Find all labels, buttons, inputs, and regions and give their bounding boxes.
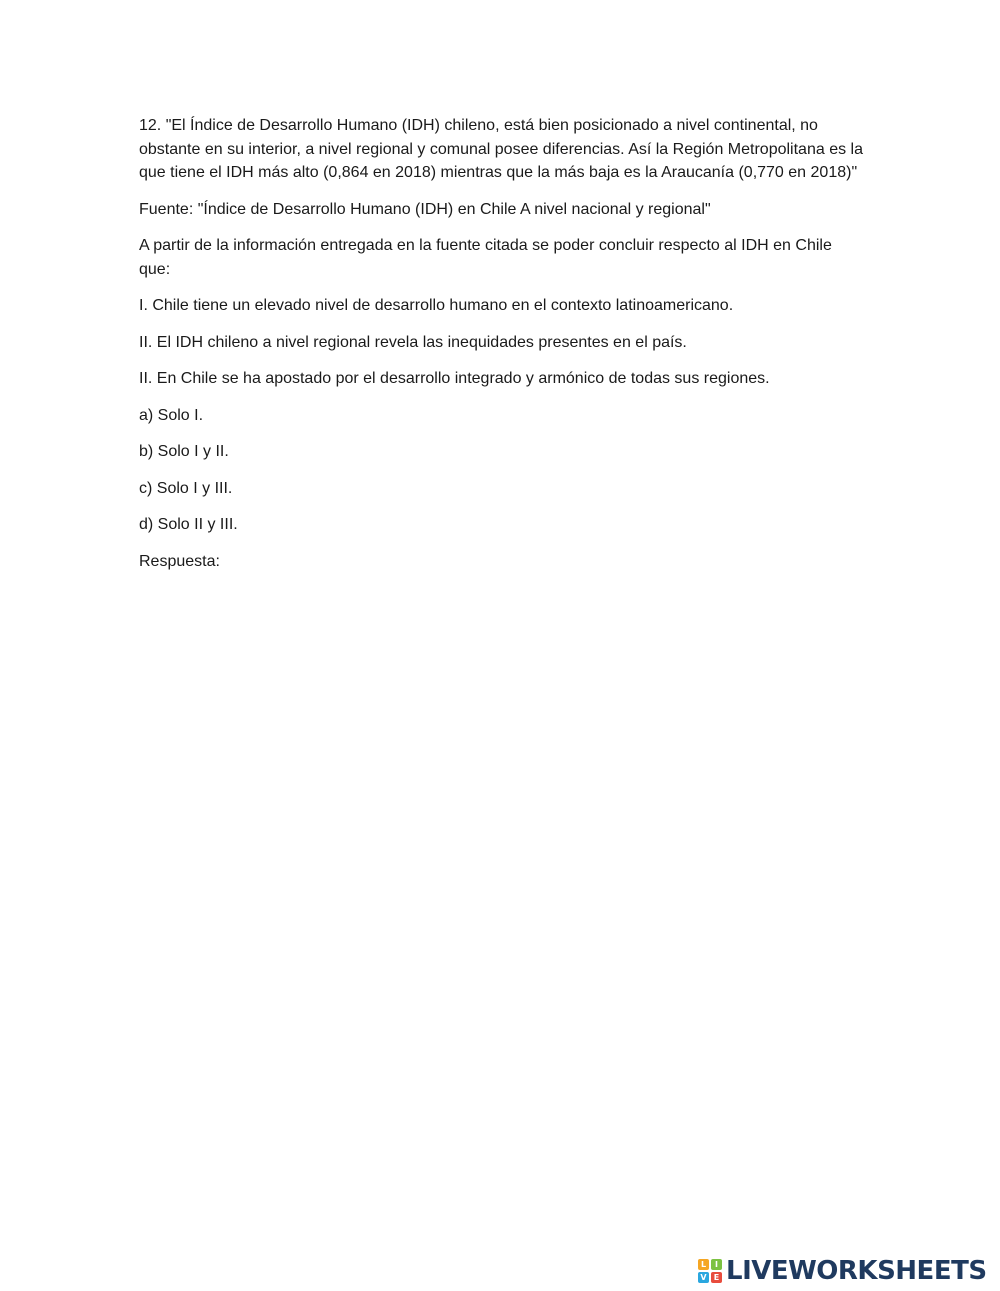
logo-text: LIVEWORKSHEETS xyxy=(726,1256,987,1286)
option-a: a) Solo I. xyxy=(139,406,204,424)
liveworksheets-logo-icon xyxy=(698,1259,722,1283)
option-b: b) Solo I y II. xyxy=(139,443,229,460)
logo-letter-v: V xyxy=(698,1272,709,1283)
option-c: c) Solo I y III. xyxy=(139,479,233,497)
logo-letter-l: L xyxy=(698,1259,709,1270)
option-d: d) Solo II y III. xyxy=(139,516,238,533)
question-source: Fuente: "Índice de Desarrollo Humano (IDH) en Chile A nivel nacional y regional" xyxy=(139,200,711,218)
statement-1: I. Chile tiene un elevado nivel de desarrollo humano en el contexto latinoamericano. xyxy=(139,297,734,314)
logo-letter-i: I xyxy=(711,1259,722,1270)
answer-label: Respuesta: xyxy=(139,552,220,570)
liveworksheets-logo xyxy=(698,1256,987,1286)
statement-3: II. En Chile se ha apostado por el desarrollo integrado y armónico de todas sus regiones. xyxy=(139,370,770,387)
statement-2: II. El IDH chileno a nivel regional revela las inequidades presentes en el país. xyxy=(139,333,687,351)
question-prompt: A partir de la información entregada en la fuente citada se poder concluir respecto al IDH en Chile que: xyxy=(139,237,832,278)
question-block xyxy=(139,114,864,586)
logo-letter-e: E xyxy=(711,1272,722,1283)
question-stem: 12. "El Índice de Desarrollo Humano (IDH) chileno, está bien posicionado a nivel continental, no obstante en su interior, a nivel regional y comunal posee diferencias. Así la Región Metropolitana es la que tiene el IDH más alto (0,864 en 2018) mientras que la más baja es la Araucanía (0,770 en 2018)" xyxy=(139,117,863,181)
